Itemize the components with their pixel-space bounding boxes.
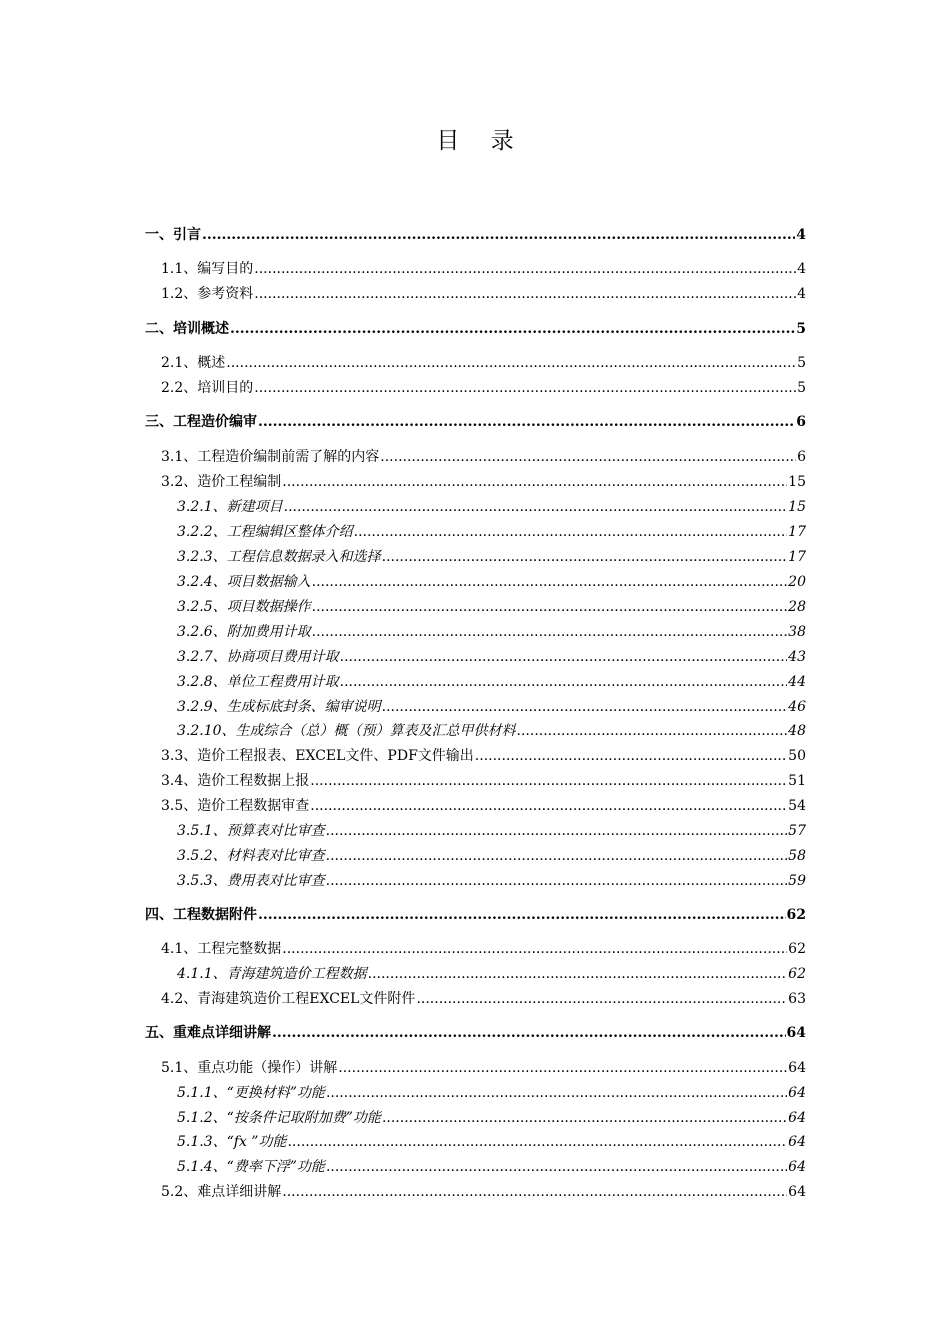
toc-entry-page: 64 <box>788 1184 806 1200</box>
toc-entry-page: 63 <box>788 991 806 1007</box>
toc-entry-page: 64 <box>788 1110 806 1126</box>
toc-entry-page: 4 <box>796 227 806 243</box>
toc-entry[interactable] <box>161 990 806 1008</box>
toc-entry[interactable] <box>177 523 806 541</box>
toc-entry-label: 3.2.1、新建项目 <box>177 499 283 515</box>
toc-entry-page: 51 <box>788 773 806 789</box>
toc-entry-label: 四、工程数据附件 <box>145 907 257 923</box>
toc-entry-page: 5 <box>797 380 806 396</box>
toc-entry[interactable] <box>177 1133 806 1151</box>
toc-entry-label: 3.5.3、费用表对比审查 <box>177 873 325 889</box>
toc-entry[interactable] <box>161 448 806 466</box>
toc-entry-page: 59 <box>788 873 806 889</box>
toc-entry[interactable] <box>177 1158 806 1176</box>
toc-entry[interactable] <box>177 722 806 740</box>
toc-entry[interactable] <box>161 772 806 790</box>
toc-entry[interactable] <box>177 673 806 691</box>
toc-leader-dots <box>310 797 787 815</box>
toc-leader-dots <box>338 1059 787 1077</box>
toc-entry-page: 6 <box>797 449 806 465</box>
toc-entry[interactable] <box>177 548 806 566</box>
toc-entry-label: 5.1.1、“更换材料”功能 <box>177 1085 325 1101</box>
toc-entry[interactable] <box>145 320 806 338</box>
toc-leader-dots <box>312 573 788 591</box>
toc-entry-page: 58 <box>788 848 806 864</box>
toc-leader-dots <box>282 473 787 491</box>
toc-entry-page: 28 <box>788 599 806 615</box>
toc-entry-label: 3.3、造价工程报表、EXCEL文件、PDF文件输出 <box>161 748 474 764</box>
toc-entry-page: 62 <box>788 941 806 957</box>
toc-entry-label: 3.4、造价工程数据上报 <box>161 773 310 789</box>
toc-leader-dots <box>416 990 787 1008</box>
toc-leader-dots <box>517 722 788 740</box>
toc-leader-dots <box>230 320 795 338</box>
toc-entry-page: 64 <box>786 1025 806 1041</box>
toc-entry[interactable] <box>161 1059 806 1077</box>
toc-leader-dots <box>202 226 795 244</box>
toc-entry-label: 3.2.8、单位工程费用计取 <box>177 674 339 690</box>
toc-entry-page: 5 <box>797 355 806 371</box>
toc-leader-dots <box>380 448 796 466</box>
toc-entry-page: 62 <box>788 966 806 982</box>
toc-entry-label: 五、重难点详细讲解 <box>145 1025 271 1041</box>
toc-entry[interactable] <box>145 1024 806 1042</box>
toc-leader-dots <box>382 698 788 716</box>
toc-entry-label: 2.2、培训目的 <box>161 380 254 396</box>
toc-entry-page: 64 <box>788 1134 806 1150</box>
toc-entry-page: 62 <box>786 907 806 923</box>
toc-entry-label: 3.5、造价工程数据审查 <box>161 798 310 814</box>
toc-entry-label: 5.1.2、“按条件记取附加费”功能 <box>177 1110 381 1126</box>
toc-entry[interactable] <box>161 285 806 303</box>
toc-entry-page: 4 <box>797 261 806 277</box>
toc-entry-label: 1.1、编写目的 <box>161 261 254 277</box>
toc-entry[interactable] <box>177 623 806 641</box>
toc-entry[interactable] <box>161 940 806 958</box>
toc-leader-dots <box>254 260 796 278</box>
toc-entry-page: 17 <box>788 524 806 540</box>
toc-entry[interactable] <box>177 498 806 516</box>
toc-entry[interactable] <box>177 598 806 616</box>
toc-entry-page: 48 <box>788 723 806 739</box>
toc-entry-page: 20 <box>788 574 806 590</box>
toc-entry-label: 3.5.1、预算表对比审查 <box>177 823 325 839</box>
toc-entry[interactable] <box>177 965 806 983</box>
toc-entry-page: 46 <box>788 699 806 715</box>
toc-leader-dots <box>382 1109 787 1127</box>
toc-entry[interactable] <box>177 847 806 865</box>
toc-entry-label: 3.2.2、工程编辑区整体介绍 <box>177 524 353 540</box>
toc-entry-label: 2.1、概述 <box>161 355 226 371</box>
toc-entry[interactable] <box>145 906 806 924</box>
toc-leader-dots <box>287 1133 787 1151</box>
toc-leader-dots <box>254 379 796 397</box>
toc-entry-page: 17 <box>788 549 806 565</box>
toc-leader-dots <box>282 940 787 958</box>
toc-entry[interactable] <box>177 822 806 840</box>
toc-entry-page: 15 <box>788 499 806 515</box>
toc-entry-label: 3.2、造价工程编制 <box>161 474 282 490</box>
toc-entry[interactable] <box>145 226 806 244</box>
toc-entry-label: 二、培训概述 <box>145 321 229 337</box>
toc-entry-label: 一、引言 <box>145 227 201 243</box>
toc-entry[interactable] <box>161 1183 806 1201</box>
toc-entry-page: 50 <box>788 748 806 764</box>
toc-leader-dots <box>368 965 788 983</box>
toc-entry-label: 3.2.4、项目数据输入 <box>177 574 311 590</box>
toc-entry-label: 5.2、难点详细讲解 <box>161 1184 282 1200</box>
toc-entry-page: 6 <box>796 414 806 430</box>
toc-entry-page: 64 <box>788 1060 806 1076</box>
toc-entry-label: 3.2.5、项目数据操作 <box>177 599 311 615</box>
toc-entry[interactable] <box>177 648 806 666</box>
toc-entry-page: 4 <box>797 286 806 302</box>
toc-entry-label: 3.1、工程造价编制前需了解的内容 <box>161 449 380 465</box>
page-title: 目 录 <box>436 128 526 154</box>
toc-leader-dots <box>226 354 796 372</box>
toc-entry-label: 1.2、参考资料 <box>161 286 254 302</box>
toc-entry-label: 5.1.4、“费率下浮”功能 <box>177 1159 325 1175</box>
toc-leader-dots <box>312 598 788 616</box>
toc-entry[interactable] <box>161 473 806 491</box>
toc-entry-label: 4.1、工程完整数据 <box>161 941 282 957</box>
toc-entry-page: 57 <box>788 823 806 839</box>
toc-entry[interactable] <box>177 1109 806 1127</box>
toc-entry-label: 5.1.3、“fx ”功能 <box>177 1134 287 1150</box>
toc-entry[interactable] <box>161 747 806 765</box>
toc-entry-label: 3.2.9、生成标底封条、编审说明 <box>177 699 381 715</box>
toc-leader-dots <box>340 648 788 666</box>
toc-leader-dots <box>326 847 788 865</box>
toc-entry-label: 3.2.3、工程信息数据录入和选择 <box>177 549 381 565</box>
toc-leader-dots <box>272 1024 786 1042</box>
toc-leader-dots <box>312 623 788 641</box>
toc-entry[interactable] <box>177 872 806 890</box>
toc-leader-dots <box>326 872 788 890</box>
toc-entry[interactable] <box>177 698 806 716</box>
toc-entry[interactable] <box>177 573 806 591</box>
toc-leader-dots <box>382 548 788 566</box>
toc-entry-page: 54 <box>788 798 806 814</box>
toc-leader-dots <box>254 285 796 303</box>
toc-entry-label: 4.2、青海建筑造价工程EXCEL文件附件 <box>161 991 416 1007</box>
toc-entry-page: 64 <box>788 1085 806 1101</box>
toc-entry-page: 64 <box>788 1159 806 1175</box>
toc-entry-label: 5.1、重点功能（操作）讲解 <box>161 1060 338 1076</box>
toc-entry-label: 三、工程造价编审 <box>145 414 257 430</box>
toc-entry-page: 38 <box>788 624 806 640</box>
toc-leader-dots <box>354 523 788 541</box>
toc-entry-page: 43 <box>788 649 806 665</box>
toc-leader-dots <box>340 673 788 691</box>
toc-entry[interactable] <box>161 260 806 278</box>
toc-leader-dots <box>284 498 788 516</box>
toc-leader-dots <box>326 822 788 840</box>
toc-leader-dots <box>475 747 787 765</box>
toc-entry[interactable] <box>161 797 806 815</box>
toc-leader-dots <box>258 413 795 431</box>
toc-entry-label: 4.1.1、青海建筑造价工程数据 <box>177 966 367 982</box>
toc-entry-page: 5 <box>796 321 806 337</box>
toc-entry-label: 3.2.7、协商项目费用计取 <box>177 649 339 665</box>
toc-entry[interactable] <box>145 413 806 431</box>
toc-entry-label: 3.2.6、附加费用计取 <box>177 624 311 640</box>
toc-entry-page: 44 <box>788 674 806 690</box>
toc-leader-dots <box>326 1084 787 1102</box>
toc-entry[interactable] <box>161 354 806 372</box>
toc-leader-dots <box>258 906 786 924</box>
toc-entry-label: 3.5.2、材料表对比审查 <box>177 848 325 864</box>
toc-leader-dots <box>326 1158 787 1176</box>
toc-entry-label: 3.2.10、生成综合（总）概（预）算表及汇总甲供材料 <box>177 723 516 739</box>
toc-entry-page: 15 <box>788 474 806 490</box>
toc-entry[interactable] <box>177 1084 806 1102</box>
toc-leader-dots <box>282 1183 787 1201</box>
toc-entry[interactable] <box>161 379 806 397</box>
toc-leader-dots <box>310 772 787 790</box>
